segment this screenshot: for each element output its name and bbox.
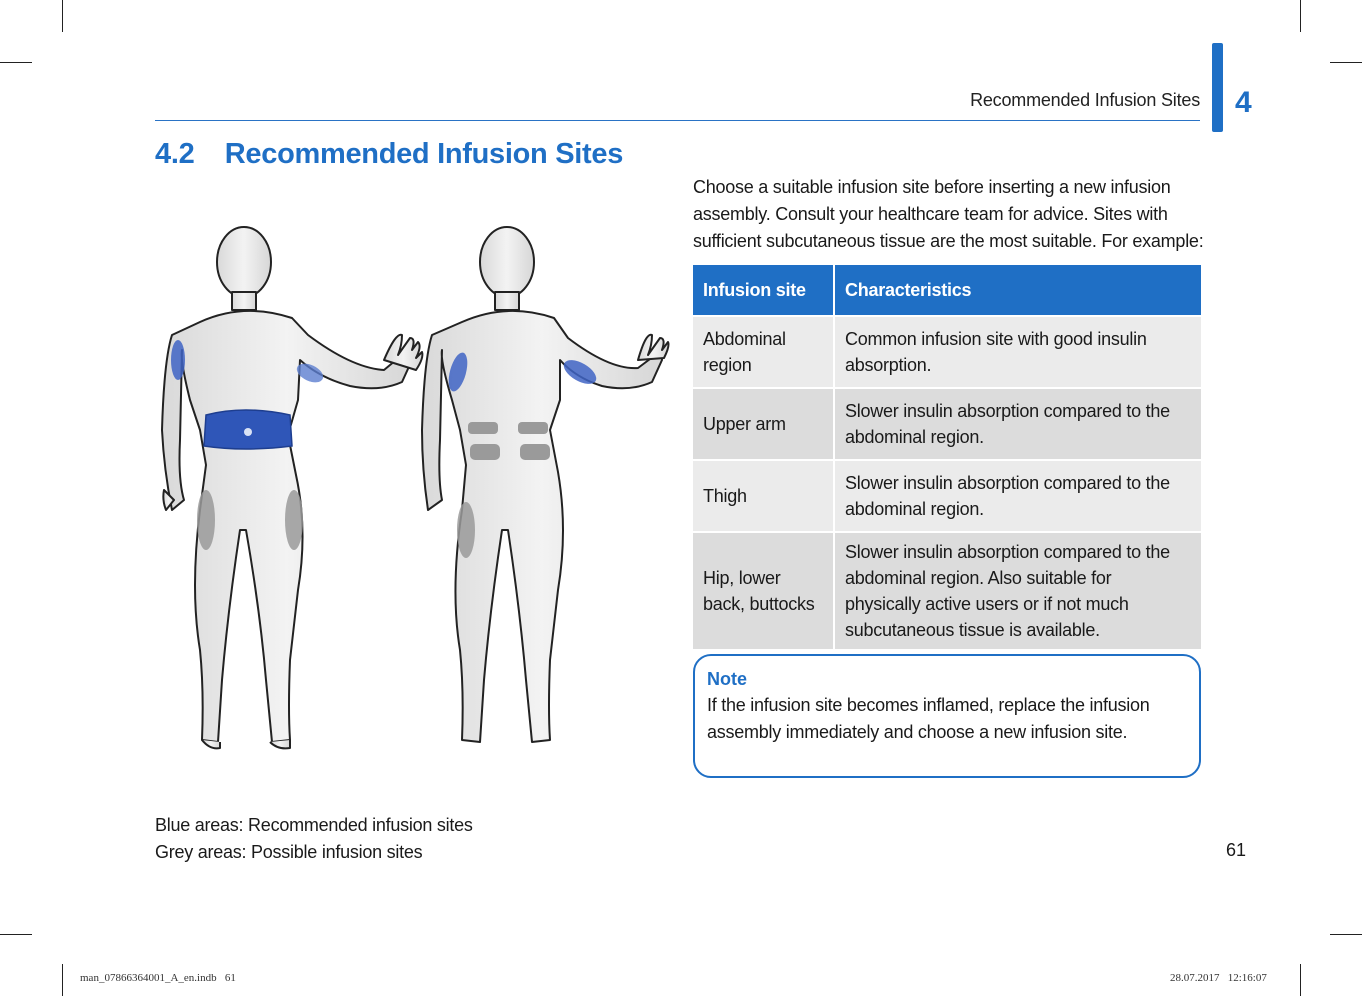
buttock-site-right	[520, 444, 550, 460]
crop-mark	[62, 0, 63, 32]
crop-mark	[1300, 964, 1301, 996]
lower-back-site-left	[468, 422, 498, 434]
crop-mark	[1300, 0, 1301, 32]
crop-mark	[1330, 934, 1362, 935]
crop-mark	[1330, 62, 1362, 63]
table-row	[693, 316, 1201, 388]
section-title	[155, 138, 623, 171]
print-slug-file: man_07866364001_A_en.indb 61	[80, 972, 236, 984]
table-row	[693, 388, 1201, 460]
legend-grey: Grey areas: Possible infusion sites	[155, 842, 423, 862]
table-row	[693, 532, 1201, 649]
front-thigh-site-left	[197, 490, 215, 550]
note-text: If the infusion site becomes inflamed, replace the infusion assembly immediately and choose a new infusion site.	[707, 695, 1150, 742]
characteristics-cell: Slower insulin absorption compared to the abdominal region.	[834, 460, 1201, 532]
site-cell: Thigh	[693, 460, 834, 532]
crop-mark	[0, 934, 32, 935]
running-header: Recommended Infusion Sites	[970, 90, 1200, 110]
infusion-sites-table	[693, 265, 1201, 649]
crop-mark	[0, 62, 32, 63]
intro-paragraph: Choose a suitable infusion site before inserting a new infusion assembly. Consult your healthcare team for advice. Sites with sufficient subcutaneous tissue are the most suitable. For example:	[693, 177, 1204, 251]
site-cell: Abdominal region	[693, 316, 834, 388]
section-title-text: Recommended Infusion Sites	[224, 138, 624, 170]
characteristics-cell: Slower insulin absorption compared to the abdominal region. Also suitable for physically active users or if not much subcutaneous tissue is available.	[834, 532, 1201, 649]
table-row	[693, 460, 1201, 532]
crop-mark	[62, 964, 63, 996]
table-header-characteristics: Characteristics	[834, 265, 1201, 316]
site-cell: Hip, lower back, buttocks	[693, 532, 834, 649]
header-rule	[155, 120, 1200, 121]
table-header-site: Infusion site	[693, 265, 834, 316]
back-thigh-site	[457, 502, 475, 558]
site-cell: Upper arm	[693, 388, 834, 460]
front-upper-arm-site	[171, 340, 185, 380]
characteristics-cell: Slower insulin absorption compared to the abdominal region.	[834, 388, 1201, 460]
note-title: Note	[707, 669, 747, 689]
legend-blue: Blue areas: Recommended infusion sites	[155, 815, 473, 835]
lower-back-site-right	[518, 422, 548, 434]
note-box	[693, 654, 1201, 778]
print-slug-timestamp: 28.07.2017 12:16:07	[1170, 972, 1267, 984]
buttock-site-left	[470, 444, 500, 460]
chapter-tab	[1212, 43, 1223, 132]
characteristics-cell: Common infusion site with good insulin absorption.	[834, 316, 1201, 388]
front-body-figure	[162, 227, 422, 748]
back-body-figure	[422, 227, 669, 742]
page-number: 61	[1226, 840, 1247, 860]
table-header-row	[693, 265, 1201, 316]
chapter-number: 4	[1235, 86, 1252, 119]
section-number: 4.2	[155, 138, 195, 170]
front-thigh-site-right	[285, 490, 303, 550]
body-infusion-sites-figure	[140, 210, 670, 760]
figure-legend	[155, 812, 473, 866]
